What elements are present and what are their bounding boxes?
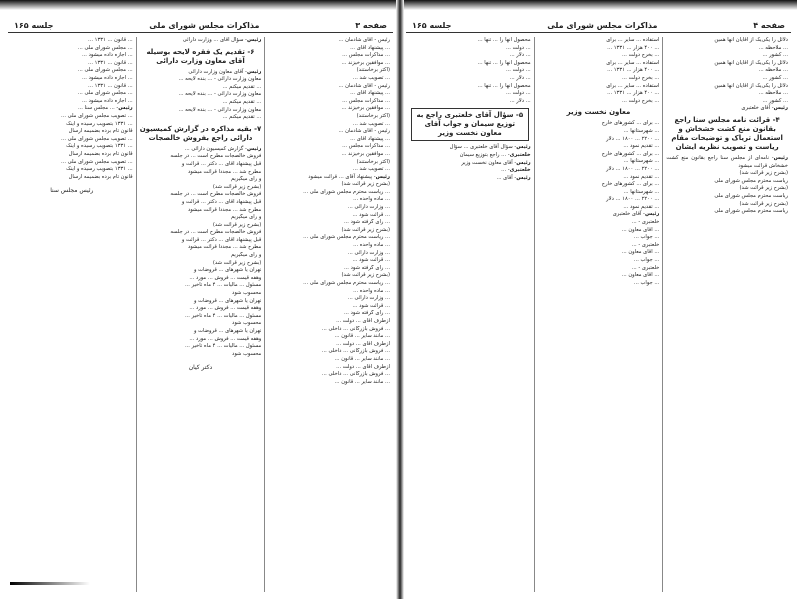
text-line: ... مذاکرات مجلس ... (342, 143, 390, 150)
speaker-name: رئیس (516, 174, 531, 181)
text-line: محصول آنها را ... تنها ... (477, 82, 531, 89)
paragraph (140, 153, 262, 267)
text-line: ... ۱۳۳۱ بتصویب رسیده و اینک (66, 166, 133, 173)
text-line: ریاست محترم مجلس شورای ملی (714, 177, 788, 184)
text-line: (بشرح زیر قرائت شد) (341, 272, 390, 279)
text-line: ... رأی گرفته شود ... (344, 310, 390, 317)
page-header (406, 18, 791, 33)
text-line: مطرح شد ... مجدداً قرائت میشود (187, 206, 262, 213)
text-line: ... رأی گرفته شود ... (344, 219, 390, 226)
text-line: (بشرح زیر قرائت شد) (212, 259, 262, 266)
speaker-text: - ... (501, 167, 510, 174)
text-line: و رأی میگیریم (230, 214, 262, 221)
text-line: ... ریاست محترم مجلس شورای ملی ... (303, 234, 390, 241)
text-line: ... تصویب مجلس شورای ملی ... (61, 158, 133, 165)
text-line: ... قانون ... ۱۳۳۱ ... (88, 59, 133, 66)
right-page (406, 18, 791, 593)
speaker-paragraph (409, 152, 531, 160)
paragraph (538, 37, 660, 105)
text-line: ... جواب ... (633, 257, 660, 264)
paragraph (11, 113, 133, 181)
text-line: ... مذاکرات مجلس ... (342, 97, 390, 104)
text-line: ... وزارت دارائی ... (347, 295, 390, 302)
text-line: مسئول ... مالیات ... ۴ ماه تاخیر ... (185, 343, 262, 350)
text-line: قبل پیشنهاد آقای ... دکتر ... قرائت و (181, 198, 262, 205)
speaker-text: - ... راجع بتوزیع سیمان (459, 151, 510, 158)
text-line: ریاست محترم مجلس شورای ملی (714, 192, 788, 199)
section-heading: ۶- تقدیم یک فقره لایحه بوسیله آقای معاون وزارت دارائی (146, 47, 255, 65)
text-column (264, 37, 393, 592)
text-line: ... آقای معاون ... (621, 226, 660, 233)
text-line: وهفه قیمت ... فروش ... مورد ... (189, 335, 262, 342)
text-line: ... جواب ... (633, 279, 660, 286)
text-line: ... کشور ... (762, 97, 788, 104)
speaker-text: - ... مجلس سنا ... (77, 105, 119, 112)
speaker-name: رئیس (375, 173, 390, 180)
text-line: قانون تام برده بضمیمه ارسال (68, 150, 133, 157)
column-container (406, 37, 791, 592)
text-line: ... ۲۲۰۰ ... ۱۸۰۰ ... دلار (606, 196, 660, 203)
text-line: محسوب شود (232, 320, 262, 327)
speaker-paragraph (409, 144, 531, 152)
speaker-name: رئیس (246, 37, 262, 43)
text-line: ... موافقین برخیزند ... (341, 150, 390, 157)
section-heading: ۷- بقیه مذاکره در گزارش کمیسیون دارائی راجع بفروش خالصجات (139, 124, 262, 142)
text-line: ... برای ... کشورهای خارج (601, 120, 660, 127)
text-line: ... تقدیم نمود ... (623, 203, 660, 210)
text-line: ... شهرستانها ... (623, 158, 660, 165)
text-line: ... ماده واحده ... (353, 287, 390, 294)
text-line: محسوب شود (232, 290, 262, 297)
text-line: ... ملاحظه ... (758, 90, 788, 97)
text-line: ... بخرج دولت ... (621, 74, 660, 81)
paragraph (538, 120, 660, 211)
text-line: ... ملاحظه ... (758, 44, 788, 51)
text-line: ازطرف آقای ... دولت ... (336, 340, 390, 347)
text-line: ... آقای معاون ... (621, 249, 660, 256)
text-line: ... تصویب شد ... (352, 166, 390, 173)
text-line: ... مجلس شورای ملی ... (77, 67, 133, 74)
text-line: (اکثر برخاستند) (356, 112, 390, 119)
text-line: (بشرح زیر قرائت شد) (212, 183, 262, 190)
text-line: ... قرائت شود ... (352, 211, 390, 218)
speaker-name: رئیس (118, 105, 133, 112)
text-line: ... ریاست محترم مجلس شورای ملی ... (303, 280, 390, 286)
text-line: (اکثر برخاستند) (356, 67, 390, 74)
text-line: ... دلار ... (509, 74, 531, 81)
text-line: ... ۴۰۰ هزار ... ۱۳۳۱ ... (607, 90, 660, 97)
paragraph (538, 219, 660, 287)
text-line: ... دولت ... (505, 90, 531, 97)
text-line: رئیس - آقای شادمان ... (338, 128, 390, 135)
text-line: ... مانند سایر ... قانون ... (334, 333, 390, 340)
text-line: مطرح شد ... مجدداً قرائت میشود (187, 244, 262, 251)
text-line: معاون وزارت دارائی - ... بنده لایحه ... (178, 91, 262, 98)
text-line: محسوب شود (232, 350, 262, 357)
book-gutter (396, 0, 404, 599)
text-line: قانون تام برده بضمیمه ارسال (68, 173, 133, 180)
text-line: ازطرف آقای ... دولت ... (336, 317, 390, 324)
text-line: معاون وزارت دارائی - ... بنده لایحه ... (178, 76, 262, 83)
text-line: ... ۱۳۳۱ بتصویب رسیده و اینک (66, 120, 133, 127)
text-line: ... ۴۰۰ هزار ... ۱۳۳۱ ... (607, 44, 660, 51)
text-line: فروش خالصجات مطرح است ... در جلسه (170, 191, 262, 198)
paragraph (409, 37, 531, 105)
text-line: محصول آنها را ... تنها ... (477, 59, 531, 66)
text-line: ... فروش بازرگانی ... داخلی ... (321, 348, 390, 355)
text-line: (بشرح زیر قرائت شد) (739, 185, 788, 192)
speaker-text: - سؤال آقای خلعتبری ... سؤال (449, 144, 517, 151)
text-line: ... مجلس شورای ملی ... (77, 44, 133, 51)
page-header (8, 18, 393, 33)
text-line: ... مانند سایر ... قانون ... (334, 378, 390, 385)
text-line: ... تصویب مجلس شورای ملی ... (61, 112, 133, 119)
text-line: ... ۴۰۰ هزار ... ۱۳۳۱ ... (607, 67, 660, 74)
text-line: قبل پیشنهاد آقای ... دکتر ... قرائت و (181, 236, 262, 243)
text-line: رئیس - آقای شادمان ... (338, 82, 390, 89)
left-page (8, 18, 393, 593)
speaker-paragraph (666, 105, 788, 113)
speaker-text: - آقای خلعتبری (741, 105, 774, 112)
text-line: ... تقدیم میکنم ... (222, 83, 262, 90)
speaker-paragraph (666, 155, 788, 170)
text-line: ... ریاست محترم مجلس شورای ملی ... (303, 188, 390, 195)
text-line: رئیس - آقای شادمان ... (338, 37, 390, 43)
text-line: (بشرح زیر قرائت شد) (341, 226, 390, 233)
paragraph (268, 318, 390, 386)
text-column (8, 37, 136, 592)
text-line: دلائل را یکی‌یک از آقایان آنها همین (714, 82, 788, 89)
text-line: (بشرح زیر قرائت شد) (212, 221, 262, 228)
speaker-name: رئیس (516, 159, 531, 166)
text-line: خلعتبری - ... (631, 241, 660, 248)
text-line: ... تصویب مجلس شورای ملی ... (61, 135, 133, 142)
text-line: ... برای ... کشورهای خارج (601, 150, 660, 157)
section-heading: ۵- سؤال آقای خلعتبری راجع به توزیع سیمان و جواب آقای معاون نخست وزیر (411, 108, 529, 141)
text-line: دلائل را یکی‌یک از آقایان آنها همین (714, 59, 788, 66)
speaker-name: رئیس (644, 211, 660, 218)
speaker-paragraph (11, 105, 133, 113)
text-line: قبل پیشنهاد آقای ... دکتر ... قرائت و (181, 160, 262, 167)
speaker-paragraph (140, 69, 262, 77)
text-line: استفاده ... سایر ... برای (606, 37, 660, 43)
text-line: مطرح شد ... مجدداً قرائت میشود (187, 168, 262, 175)
text-line: ... ۲۲۰۰ ... ۱۸۰۰ ... دلار (606, 135, 660, 142)
text-line: ... تقدیم نمود ... (623, 173, 660, 180)
speaker-name: رئیس (246, 68, 262, 75)
text-line: ... تقدیم میکنم ... (222, 98, 262, 105)
section-heading: معاون نخست وزیر (566, 108, 631, 117)
text-line: ... ۱۳۳۱ بتصویب رسیده و اینک (66, 143, 133, 150)
text-line: ... دلار ... (509, 52, 531, 59)
text-line: خلعتبری - ... (631, 264, 660, 271)
text-line: ... ۲۲۰۰ ... ۱۸۰۰ ... دلار (606, 165, 660, 172)
publication-title: مذاکرات مجلس شورای ملی (149, 20, 260, 30)
text-line: فروش خالصجات مطرح است ... در جلسه (170, 153, 262, 160)
speaker-text: - پیشنهاد آقای ... قرائت میشود (308, 173, 376, 180)
session-number: جلسه ۱۶۵ (412, 20, 452, 30)
text-column (136, 37, 265, 592)
text-line: ... اجازه داده میشود ... (81, 97, 133, 104)
text-line: ... رأی گرفته شود ... (344, 264, 390, 271)
text-line: ... بخرج دولت ... (621, 97, 660, 104)
speaker-text: - آقای معاون وزارت دارائی (188, 68, 247, 75)
text-line: (اکثر برخاستند) (356, 158, 390, 165)
text-line: ... مذاکرات مجلس ... (342, 52, 390, 59)
text-line: تهران یا شهرهای ... قروضات و (193, 328, 262, 334)
text-line: ... کشور ... (762, 74, 788, 81)
paragraph (268, 37, 390, 174)
text-line: مسئول ... مالیات ... ۴ ماه تاخیر ... (185, 282, 262, 289)
text-line: محصول آنها را ... تنها ... (477, 37, 531, 43)
speaker-paragraph (140, 146, 262, 154)
paragraph (268, 181, 390, 318)
page-number: صفحه ۴ (753, 20, 785, 30)
speaker-name: رئیس (773, 105, 788, 112)
speaker-paragraph (140, 37, 262, 45)
speaker-text: - آقای خلعتبری (612, 211, 645, 218)
text-line: ... شهرستانها ... (623, 127, 660, 134)
publication-title: مذاکرات مجلس شورای ملی (547, 20, 658, 30)
text-line: ... کشور ... (762, 52, 788, 59)
speaker-text: - گزارش کمیسیون دارائی ... (184, 145, 247, 152)
column-container (8, 37, 393, 592)
text-line: تهران یا شهرهای ... قروضات و (193, 297, 262, 304)
text-line: ... مانند سایر ... قانون ... (334, 355, 390, 362)
text-line: ... پیشنهاد آقای ... (350, 44, 390, 51)
speaker-name: خلعتبری (509, 151, 531, 158)
text-line: ... اجازه داده میشود ... (81, 74, 133, 81)
speaker-paragraph (538, 211, 660, 219)
signature: دکتر کیان (188, 364, 213, 372)
paragraph (666, 170, 788, 216)
text-line: ... پیشنهاد آقای ... (350, 90, 390, 97)
text-line: ... بخرج دولت ... (621, 52, 660, 59)
speaker-name: رئیس (516, 144, 531, 151)
text-line: خلعتبری - ... (631, 219, 660, 226)
text-line: ... وزارت دارائی ... (347, 249, 390, 256)
text-line: ... تقدیم میکنم ... (222, 114, 262, 121)
text-line: فروش خالصجات مطرح است ... در جلسه (170, 229, 262, 236)
text-line: ... جواب ... (633, 234, 660, 241)
text-column (662, 37, 791, 592)
text-column (534, 37, 663, 592)
speaker-name: خلعتبری (509, 167, 531, 174)
text-line: ... وزارت دارائی ... (347, 204, 390, 211)
text-column (406, 37, 534, 592)
speaker-text: - نامه‌ای از مجلس سنا راجع بقانون منع کشت خشخاش قرائت میشود (666, 154, 788, 169)
text-line: ... برای ... کشورهای خارج (601, 181, 660, 188)
text-line: و رأی میگیریم (230, 176, 262, 183)
text-line: وهفه قیمت ... فروش ... مورد ... (189, 274, 262, 281)
text-line: ... قرائت شود ... (352, 257, 390, 264)
text-line: ... آقای معاون ... (621, 272, 660, 279)
speaker-paragraph (268, 174, 390, 182)
text-line: ... ماده واحده ... (353, 196, 390, 203)
text-line: ... اجازه داده میشود ... (81, 52, 133, 59)
section-heading: ۴- قرائت نامه مجلس سنا راجع بقانون منع کشت خشخاش و استعمال تریاک و توضیحات مقام ریاست و تصویب نظریه ایشان (671, 115, 783, 151)
paragraph (666, 37, 788, 105)
speaker-text: - سؤال آقای ... وزارت دارائی (182, 37, 247, 43)
text-line: وهفه قیمت ... فروش ... مورد ... (189, 305, 262, 312)
text-line: ریاست محترم مجلس شورای ملی (714, 208, 788, 215)
signature: رئیس مجلس سنا (50, 187, 94, 195)
text-line: ... دولت ... (505, 44, 531, 51)
speaker-paragraph (409, 175, 531, 183)
text-line: ... فروش بازرگانی ... داخلی ... (321, 371, 390, 378)
text-line: (بشرح زیر قرائت شد) (739, 200, 788, 207)
text-line: ... دلار ... (509, 97, 531, 104)
text-line: ... قرائت شود ... (352, 302, 390, 309)
text-line: ... ملاحظه ... (758, 67, 788, 74)
text-line: ... ماده واحده ... (353, 242, 390, 249)
text-line: ... موافقین برخیزند ... (341, 105, 390, 112)
text-line: مسئول ... مالیات ... ۴ ماه تاخیر ... (185, 312, 262, 319)
paragraph (140, 267, 262, 358)
text-line: قانون تام برده بضمیمه ارسال (68, 128, 133, 135)
page-number: صفحه ۳ (355, 20, 387, 30)
text-line: ... قانون ... ۱۳۳۱ ... (88, 82, 133, 89)
text-line: ازطرف آقای ... دولت ... (336, 363, 390, 370)
speaker-name: رئیس (773, 154, 788, 161)
speaker-paragraph (409, 167, 531, 175)
text-line: ... مجلس شورای ملی ... (77, 90, 133, 97)
text-line: استفاده ... سایر ... برای (606, 59, 660, 66)
text-line: تهران یا شهرهای ... قروضات و (193, 267, 262, 274)
text-line: معاون وزارت دارائی - ... بنده لایحه ... (178, 106, 262, 113)
text-line: ... موافقین برخیزند ... (341, 59, 390, 66)
text-line: استفاده ... سایر ... برای (606, 82, 660, 89)
text-line: ... قانون ... ۱۳۳۱ ... (88, 37, 133, 43)
text-line: ... تقدیم نمود ... (623, 143, 660, 150)
text-line: و رأی میگیریم (230, 252, 262, 259)
text-line: ... پیشنهاد آقای ... (350, 135, 390, 142)
speaker-text: - آقای معاون نخست وزیر (461, 159, 517, 166)
speaker-name: رئیس (246, 145, 262, 152)
text-line: ... شهرستانها ... (623, 188, 660, 195)
scan-bottom-shadow (10, 582, 90, 585)
paragraph (11, 37, 133, 105)
text-line: دلائل را یکی‌یک از آقایان آنها همین (714, 37, 788, 43)
text-line: ... فروش بازرگانی ... داخلی ... (321, 325, 390, 332)
text-line: (بشرح زیر قرائت شد) (739, 170, 788, 177)
speaker-text: - آقای ... (496, 174, 517, 181)
text-line: ... دولت ... (505, 67, 531, 74)
paragraph (140, 76, 262, 122)
session-number: جلسه ۱۶۵ (14, 20, 54, 30)
speaker-paragraph (409, 160, 531, 168)
text-line: (بشرح زیر قرائت شد) (341, 181, 390, 188)
text-line: ... تصویب شد ... (352, 120, 390, 127)
text-line: ... تصویب شد ... (352, 74, 390, 81)
